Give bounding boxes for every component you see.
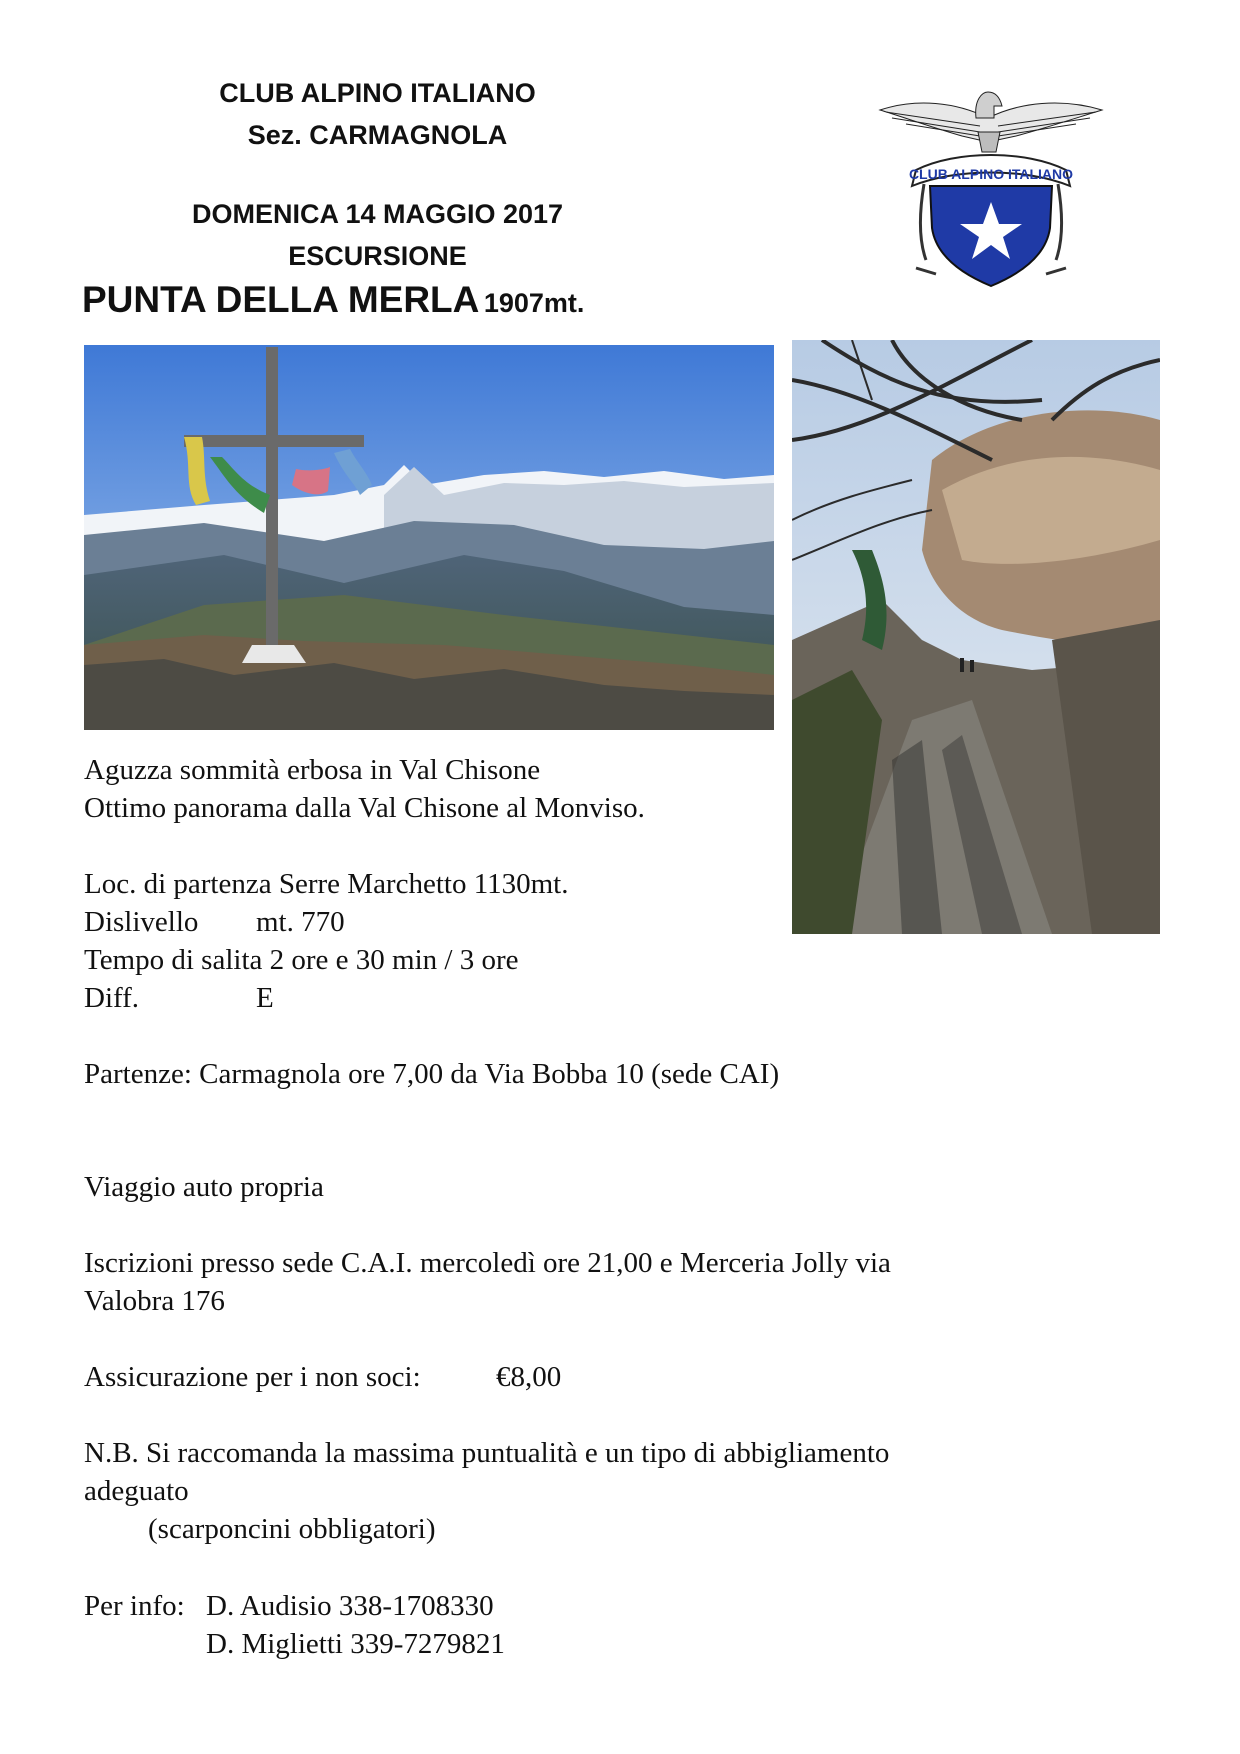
peak-altitude: 1907mt.: [483, 288, 585, 318]
note-line-1: N.B. Si raccomanda la massima puntualità e un tipo di abbigliamento: [84, 1437, 890, 1469]
cai-banner: [909, 155, 1073, 186]
event-title: [82, 279, 584, 321]
insurance-label: Assicurazione per i non soci:: [84, 1361, 421, 1393]
travel-info: Viaggio auto propria: [84, 1171, 324, 1203]
registration-block: [84, 1244, 891, 1320]
contact-audisio: D. Audisio 338-1708330: [206, 1590, 494, 1622]
note-block: [84, 1434, 889, 1548]
registration-line-1: Iscrizioni presso sede C.A.I. mercoledì ore 21,00 e Merceria Jolly via: [84, 1247, 891, 1279]
peak-name: PUNTA DELLA MERLA: [82, 279, 480, 320]
description-line-1: Aguzza sommità erbosa in Val Chisone: [84, 754, 541, 786]
difficulty-row: [84, 979, 569, 1017]
elevation-label: Dislivello: [84, 906, 199, 938]
cai-logo: [876, 88, 1106, 288]
departure-info: Partenze: Carmagnola ore 7,00 da Via Bobba 10 (sede CAI): [84, 1058, 780, 1090]
note-line-2: adeguato: [84, 1475, 189, 1507]
ascent-time: Tempo di salita 2 ore e 30 min / 3 ore: [84, 944, 519, 976]
event-type: ESCURSIONE: [288, 241, 467, 271]
elevation-row: [84, 903, 569, 941]
description-block: [84, 751, 645, 827]
org-name: CLUB ALPINO ITALIANO: [219, 78, 536, 108]
contacts-label: Per info:: [84, 1590, 185, 1622]
summit-cross-photo: [84, 345, 774, 730]
difficulty-label: Diff.: [84, 982, 140, 1014]
start-location: Loc. di partenza Serre Marchetto 1130mt.: [84, 868, 569, 900]
details-block: [84, 865, 569, 1017]
description-line-2: Ottimo panorama dalla Val Chisone al Monviso.: [84, 792, 645, 824]
organization-header: [130, 72, 625, 156]
difficulty-value: E: [256, 982, 274, 1014]
banner-text: CLUB ALPINO ITALIANO: [908, 166, 1074, 182]
rock-trail-photo: [792, 340, 1160, 934]
event-header: [130, 193, 625, 277]
registration-line-2: Valobra 176: [84, 1285, 225, 1317]
org-section: Sez. CARMAGNOLA: [247, 120, 508, 150]
eagle-icon: [880, 92, 1102, 152]
elevation-value: mt. 770: [256, 906, 345, 938]
note-line-3: (scarponcini obbligatori): [148, 1513, 436, 1545]
contact-miglietti: D. Miglietti 339-7279821: [206, 1628, 505, 1660]
insurance-value: €8,00: [496, 1361, 562, 1393]
event-date: DOMENICA 14 MAGGIO 2017: [191, 199, 564, 229]
